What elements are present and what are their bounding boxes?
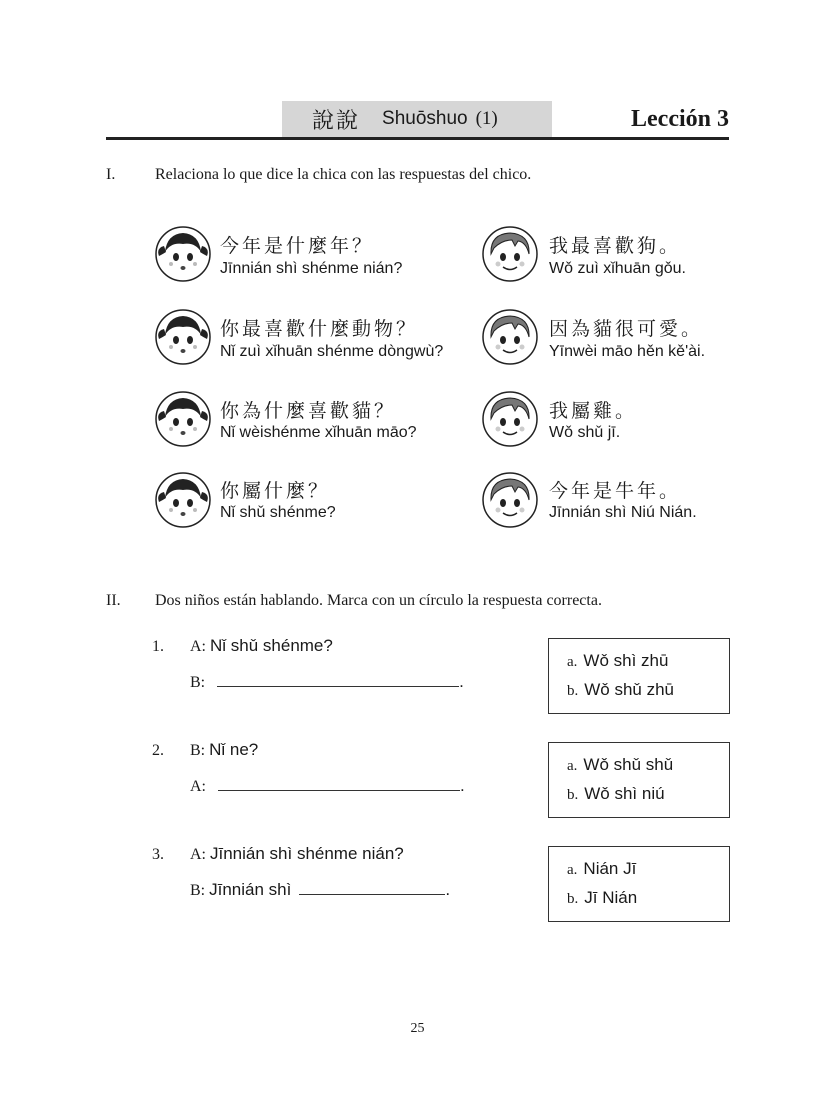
girl-line-pinyin: Jīnnián shì shénme nián? xyxy=(220,260,403,277)
page-number: 25 xyxy=(410,1021,425,1036)
option-letter: a. xyxy=(567,758,578,774)
speaker-label: B: xyxy=(190,742,206,759)
header-rule xyxy=(106,137,729,140)
question-text: Nǐ shǔ shénme? xyxy=(210,636,333,655)
section-1-number: I. xyxy=(106,166,116,183)
boy-line-cn: 因為貓很可愛。 xyxy=(549,318,704,340)
option-text: Wǒ shǔ zhū xyxy=(584,680,675,699)
option-b[interactable] xyxy=(567,680,674,700)
boy-face-icon xyxy=(482,472,538,528)
option-b[interactable] xyxy=(567,784,665,804)
boy-face-icon xyxy=(482,309,538,365)
boy-line-pinyin: Wǒ shǔ jī. xyxy=(549,424,621,441)
girl-line-pinyin: Nǐ wèishénme xǐhuān māo? xyxy=(220,424,417,441)
girl-face-icon xyxy=(155,226,211,282)
answer-blank[interactable] xyxy=(217,670,459,687)
option-a[interactable] xyxy=(567,755,673,775)
options-box xyxy=(548,638,730,714)
girl-face-icon xyxy=(155,472,211,528)
question-line xyxy=(190,844,404,864)
answer-line xyxy=(190,774,465,796)
question-text: Jīnnián shì shénme nián? xyxy=(210,844,404,863)
question-line xyxy=(190,740,258,760)
speaker-label: A: xyxy=(190,778,206,795)
boy-line-cn: 今年是牛年。 xyxy=(549,480,682,502)
girl-line-pinyin: Nǐ shǔ shénme? xyxy=(220,504,336,521)
boy-line-pinyin: Jīnnián shì Niú Nián. xyxy=(549,504,697,521)
option-text: Wǒ shì zhū xyxy=(583,651,669,670)
speaker-label: A: xyxy=(190,846,206,863)
option-letter: b. xyxy=(567,787,579,803)
option-text: Jī Nián xyxy=(584,888,638,907)
girl-line-cn: 你為什麼喜歡貓？ xyxy=(220,400,397,422)
option-text: Wǒ shì niú xyxy=(584,784,665,803)
question-number: 2. xyxy=(152,742,164,759)
title-pinyin: Shuōshuo xyxy=(382,108,468,129)
question-number: 3. xyxy=(152,846,164,863)
speaker-label: A: xyxy=(190,638,206,655)
answer-end: . xyxy=(460,776,465,795)
option-text: Wǒ shǔ shǔ xyxy=(583,755,674,774)
answer-prefix: Jīnnián shì xyxy=(209,880,292,899)
question-number: 1. xyxy=(152,638,164,655)
options-box xyxy=(548,742,730,818)
girl-line-cn: 今年是什麼年？ xyxy=(220,235,375,257)
boy-face-icon xyxy=(482,391,538,447)
title-box xyxy=(282,101,552,137)
girl-line-cn: 你最喜歡什麼動物？ xyxy=(220,318,419,340)
boy-face-icon xyxy=(482,226,538,282)
speaker-label: B: xyxy=(190,882,206,899)
answer-line xyxy=(190,878,450,900)
question-line xyxy=(190,636,333,656)
title-cjk: 說說 xyxy=(312,108,361,134)
option-a[interactable] xyxy=(567,859,636,879)
option-letter: b. xyxy=(567,683,579,699)
girl-line-pinyin: Nǐ zuì xǐhuān shénme dòngwù? xyxy=(220,343,444,360)
girl-face-icon xyxy=(155,391,211,447)
option-a[interactable] xyxy=(567,651,668,671)
option-b[interactable] xyxy=(567,888,637,908)
boy-line-pinyin: Wǒ zuì xǐhuān gǒu. xyxy=(549,260,686,277)
girl-line-cn: 你屬什麼？ xyxy=(220,480,331,502)
girl-face-icon xyxy=(155,309,211,365)
option-letter: a. xyxy=(567,862,578,878)
answer-blank[interactable] xyxy=(218,774,460,791)
speaker-label: B: xyxy=(190,674,206,691)
option-letter: a. xyxy=(567,654,578,670)
lesson-label: Lección 3 xyxy=(631,106,729,132)
boy-line-pinyin: Yīnwèi māo hěn kě'ài. xyxy=(549,343,706,360)
answer-line xyxy=(190,670,464,692)
question-text: Nǐ ne? xyxy=(209,740,259,759)
option-letter: b. xyxy=(567,891,579,907)
section-2-number: II. xyxy=(106,592,121,609)
answer-end: . xyxy=(459,672,464,691)
section-1-instruction: Relaciona lo que dice la chica con las respuestas del chico. xyxy=(155,166,532,183)
boy-line-cn: 我屬雞。 xyxy=(549,400,638,422)
answer-blank[interactable] xyxy=(299,878,445,895)
section-2-instruction: Dos niños están hablando. Marca con un círculo la respuesta correcta. xyxy=(155,592,602,609)
title-number: (1) xyxy=(475,108,498,129)
answer-end: . xyxy=(445,880,451,899)
option-text: Nián Jī xyxy=(583,859,637,878)
options-box xyxy=(548,846,730,922)
boy-line-cn: 我最喜歡狗。 xyxy=(549,235,682,257)
